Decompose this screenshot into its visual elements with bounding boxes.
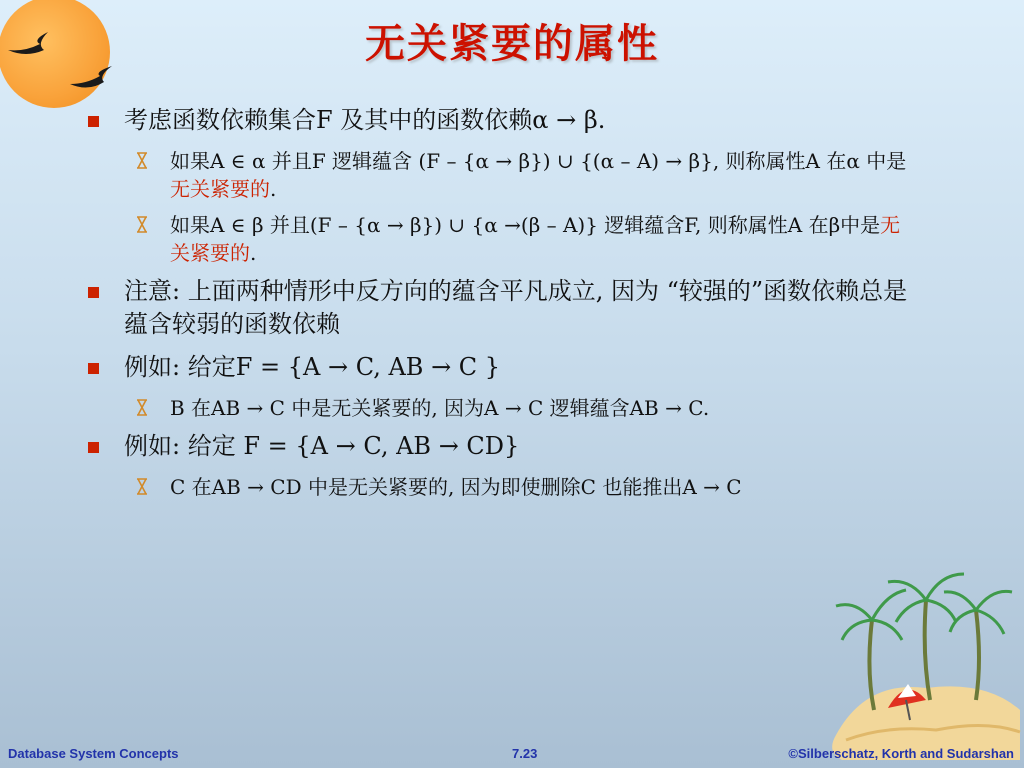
sub-bullet-text: . (250, 241, 257, 265)
sub-bullet-text: . (270, 177, 277, 201)
highlight-term: 无关紧要的 (170, 177, 270, 201)
bullet-text: 例如: 给定F = {A → C, AB → C } (124, 353, 501, 381)
hourglass-bullet-icon (136, 399, 148, 416)
square-bullet-icon (88, 116, 99, 127)
bullet-text: 例如: 给定 F = {A → C, AB → CD} (124, 432, 520, 460)
square-bullet-icon (88, 442, 99, 453)
hourglass-bullet-icon (136, 152, 148, 169)
bullet-item (88, 275, 918, 341)
bullet-text: 考虑函数依赖集合F 及其中的函数依赖α → β. (124, 106, 606, 134)
hourglass-bullet-icon (136, 478, 148, 495)
sub-bullet-item (88, 473, 918, 501)
sub-bullet-text: 如果A ∈ β 并且(F – {α → β}) ∪ {α →(β – A)} 逻辑蕴含F, 则称属性A 在β中是 (170, 213, 881, 237)
footer-left: Database System Concepts (8, 746, 179, 761)
bullet-item (88, 104, 918, 137)
sub-bullet-text: 如果A ∈ α 并且F 逻辑蕴含 (F – {α → β}) ∪ {(α – A) → β}, 则称属性A 在α 中是 (170, 149, 907, 173)
slide-title: 无关紧要的属性 (365, 20, 659, 67)
footer-page-number: 7.23 (512, 746, 538, 761)
square-bullet-icon (88, 363, 99, 374)
palm-island-icon (826, 560, 1022, 760)
hourglass-bullet-icon (136, 216, 148, 233)
bullet-item (88, 351, 918, 384)
slide-content (88, 104, 918, 509)
sub-bullet-text: C 在AB → CD 中是无关紧要的, 因为即使删除C 也能推出A → C (170, 475, 742, 499)
sub-bullet-item (88, 394, 918, 422)
sub-bullet-item (88, 147, 918, 203)
bullet-text: 注意: 上面两种情形中反方向的蕴含平凡成立, 因为 “较强的”函数依赖总是蕴含较弱的函数依赖 (124, 277, 908, 338)
highlight-term: 无关紧要的 (170, 213, 901, 265)
square-bullet-icon (88, 287, 99, 298)
sub-bullet-item (88, 211, 918, 267)
bullet-item (88, 430, 918, 463)
sub-bullet-text: B 在AB → C 中是无关紧要的, 因为A → C 逻辑蕴含AB → C. (170, 396, 710, 420)
footer-right: ©Silberschatz, Korth and Sudarshan (788, 746, 1014, 761)
